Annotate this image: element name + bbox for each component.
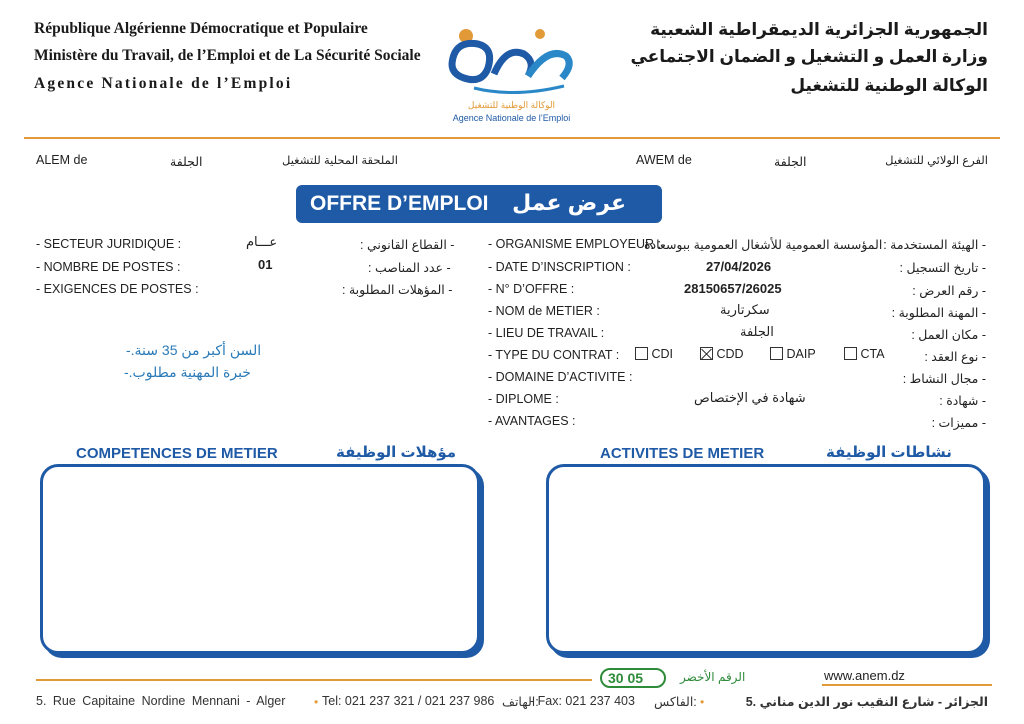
organisme-value: المؤسسة العمومية للأشغال العمومية ببوسعادة (644, 238, 883, 252)
num-offre-label: - N° D’OFFRE : (488, 282, 575, 296)
anem-logo (444, 16, 579, 126)
num-offre-value: 28150657/26025 (684, 281, 782, 296)
daip-label: DAIP (786, 347, 816, 361)
organisme-ar-label: - الهيئة المستخدمة : (883, 238, 986, 252)
competences-box[interactable] (40, 464, 480, 654)
cdi-checkbox[interactable] (635, 347, 648, 360)
contrat-label: - TYPE DU CONTRAT : (488, 348, 620, 362)
domaine-label: - DOMAINE D’ACTIVITE : (488, 370, 633, 384)
contract-cta[interactable] (844, 347, 885, 361)
alem-label: ALEM de (36, 153, 88, 167)
title-fr: OFFRE D’EMPLOI (310, 192, 489, 215)
date-inscription-ar-label: - تاريخ التسجيل : (899, 261, 986, 275)
website-link[interactable]: www.anem.dz (824, 668, 905, 683)
address-fr: 5. Rue Capitaine Nordine Mennani - Alger (36, 694, 286, 708)
alem-ar-label: الملحقة المحلية للتشغيل (282, 155, 398, 167)
lieu-ar-label: - مكان العمل : (911, 328, 986, 342)
awem-label: AWEM de (636, 153, 692, 167)
date-inscription-value: 27/04/2026 (706, 259, 772, 274)
anem-logo-icon (444, 16, 579, 96)
footer-bullet-1: • (314, 695, 319, 709)
footer-fax: - Fax: 021 237 403 (530, 694, 635, 708)
cdd-label: CDD (716, 347, 744, 361)
date-inscription-label: - DATE D’INSCRIPTION : (488, 260, 631, 274)
header-ar-line1: الجمهورية الجزائرية الديمقراطية الشعبية (650, 20, 988, 39)
domaine-ar-label: - مجال النشاط : (902, 372, 986, 386)
exigences-label: - EXIGENCES DE POSTES : (36, 282, 199, 296)
lieu-label: - LIEU DE TRAVAIL : (488, 326, 605, 340)
logo-ar-text: الوكالة الوطنية للتشغيل (467, 100, 556, 110)
postes-label: - NOMBRE DE POSTES : (36, 260, 181, 274)
title-banner (296, 185, 662, 223)
postes-ar-label: - عدد المناصب : (368, 261, 451, 275)
activites-heading-fr: ACTIVITES DE METIER (600, 445, 765, 462)
organisme-label: - ORGANISME EMPLOYEUR : (488, 237, 661, 251)
exigences-ar-label: - المؤهلات المطلوبة : (342, 283, 453, 297)
requirement-1: السن أكبر من 35 سنة.- (126, 342, 262, 358)
requirement-2: خبرة المهنية مطلوب.- (124, 364, 251, 380)
logo-fr-text: Agence Nationale de l’Emploi (452, 113, 571, 123)
lieu-value: الجلفة (740, 324, 774, 339)
cta-label: CTA (860, 347, 885, 361)
footer-phone: Tel: 021 237 321 / 021 237 986 (322, 694, 495, 708)
num-offre-ar-label: - رقم العرض : (912, 284, 986, 298)
secteur-value: عـــام (246, 234, 278, 249)
header-fr-line2: Ministère du Travail, de l’Emploi et de La Sécurité Sociale (34, 47, 421, 64)
activites-box[interactable] (546, 464, 986, 654)
daip-checkbox[interactable] (770, 347, 783, 360)
header-fr-line1: République Algérienne Démocratique et Populaire (34, 20, 368, 37)
postes-value: 01 (258, 257, 273, 272)
diplome-label: - DIPLOME : (488, 392, 559, 406)
address-ar: الجزائر - شارع النقيب نور الدين مناني .5 (745, 695, 988, 709)
cta-checkbox[interactable] (844, 347, 857, 360)
header-ar-line3: الوكالة الوطنية للتشغيل (790, 76, 988, 95)
activites-heading-ar: نشاطات الوظيفة (826, 444, 952, 461)
cdi-label: CDI (651, 347, 674, 361)
contract-cdd[interactable] (700, 347, 744, 361)
diplome-value: شهادة في الإختصاص (694, 390, 806, 405)
cdd-checkbox[interactable] (700, 347, 713, 360)
awem-value: الجلفة (774, 155, 807, 169)
title-ar: عرض عمل (512, 190, 626, 215)
footer-bullet-2: • (700, 695, 705, 709)
green-number-label: الرقم الأخضر (680, 670, 746, 684)
metier-value: سكرتارية (720, 302, 770, 317)
alem-value: الجلفة (170, 155, 203, 169)
metier-ar-label: - المهنة المطلوبة : (891, 306, 986, 320)
header-divider (24, 137, 1000, 139)
footer-fax-ar: :الفاكس (654, 695, 697, 709)
contract-cdi[interactable] (635, 347, 673, 361)
avantages-ar-label: - مميزات : (931, 416, 986, 430)
competences-heading-fr: COMPETENCES DE METIER (76, 445, 278, 462)
header-ar-line2: وزارة العمل و التشغيل و الضمان الاجتماعي (630, 47, 988, 66)
footer-phone-ar: :الهاتف (502, 695, 539, 709)
awem-ar-label: الفرع الولائي للتشغيل (885, 155, 988, 167)
header-fr-line3: Agence Nationale de l’Emploi (34, 75, 293, 92)
footer-divider-right (822, 684, 992, 686)
metier-label: - NOM de METIER : (488, 304, 600, 318)
green-number-badge (600, 668, 666, 688)
secteur-ar-label: - القطاع القانوني : (360, 238, 455, 252)
footer-divider-left (36, 679, 592, 681)
diplome-ar-label: - شهادة : (939, 394, 986, 408)
secteur-label: - SECTEUR JURIDIQUE : (36, 237, 182, 251)
green-number: 30 05 (608, 670, 644, 686)
avantages-label: - AVANTAGES : (488, 414, 576, 428)
competences-heading-ar: مؤهلات الوظيفة (336, 444, 457, 461)
contract-daip[interactable] (770, 347, 816, 361)
contrat-ar-label: - نوع العقد : (924, 350, 986, 364)
